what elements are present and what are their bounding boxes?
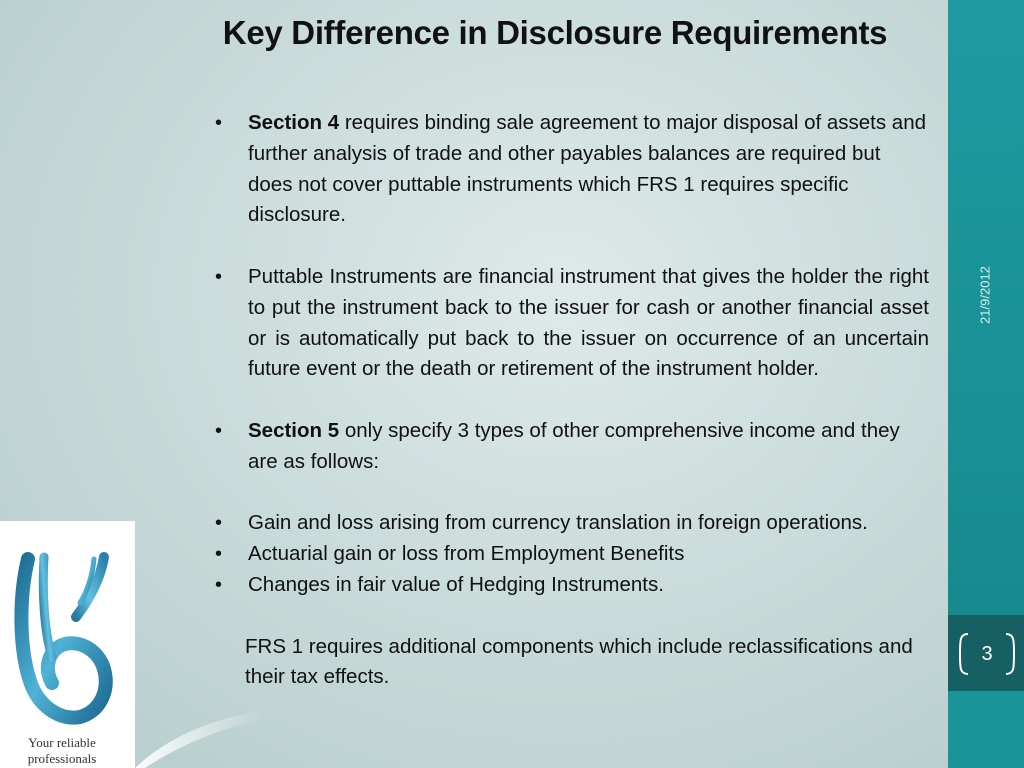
bullet-bold-lead: Section 4	[248, 111, 340, 134]
spacer	[213, 478, 929, 509]
bullet-item	[213, 508, 929, 539]
company-logo	[0, 521, 135, 768]
bullet-item	[213, 416, 929, 478]
spacer	[213, 385, 929, 416]
bullet-item	[213, 262, 929, 385]
ribbon-logo-icon	[0, 521, 135, 736]
tagline-line: Your reliable	[28, 735, 96, 750]
spacer	[213, 601, 929, 632]
sidebar-footer	[948, 691, 1024, 768]
closing-paragraph: FRS 1 requires additional components which include reclassifications and their tax effects.	[245, 634, 913, 689]
bullet-item	[213, 570, 929, 601]
slide-title: Key Difference in Disclosure Requirements	[222, 14, 888, 51]
tagline-line: professionals	[27, 751, 97, 766]
bullet-item	[213, 539, 929, 570]
logo-tagline	[0, 735, 124, 767]
ribbon-swoosh-decoration	[135, 690, 265, 768]
page-number: 3	[981, 643, 993, 665]
bullet-text: Actuarial gain or loss from Employment Benefits	[248, 542, 685, 566]
bullet-text: Gain and loss arising from currency translation in foreign operations.	[248, 511, 868, 535]
spacer	[213, 231, 929, 262]
bullet-text: Puttable Instruments are financial instrument that gives the holder the right to put the instrument back to the issuer for cash or another financial asset or is automatically put back to the issuer on occurrence of an uncertain future event or the death or retirement of the instrument holder.	[248, 264, 929, 381]
slide-date: 21/9/2012	[977, 266, 993, 324]
slide-content	[213, 108, 929, 693]
bullet-bold-lead: Section 5	[248, 418, 340, 442]
bullet-text: Changes in fair value of Hedging Instruments.	[248, 572, 664, 596]
page-number-box	[956, 630, 1018, 678]
bullet-item	[213, 108, 929, 231]
bullet-text: only specify 3 types of other comprehensive income and they are as follows:	[248, 418, 900, 473]
bullet-text: requires binding sale agreement to major disposal of assets and further analysis of trade and other payables balances are required but does not cover puttable instruments which FRS 1 requires specific disclosure.	[248, 111, 927, 227]
